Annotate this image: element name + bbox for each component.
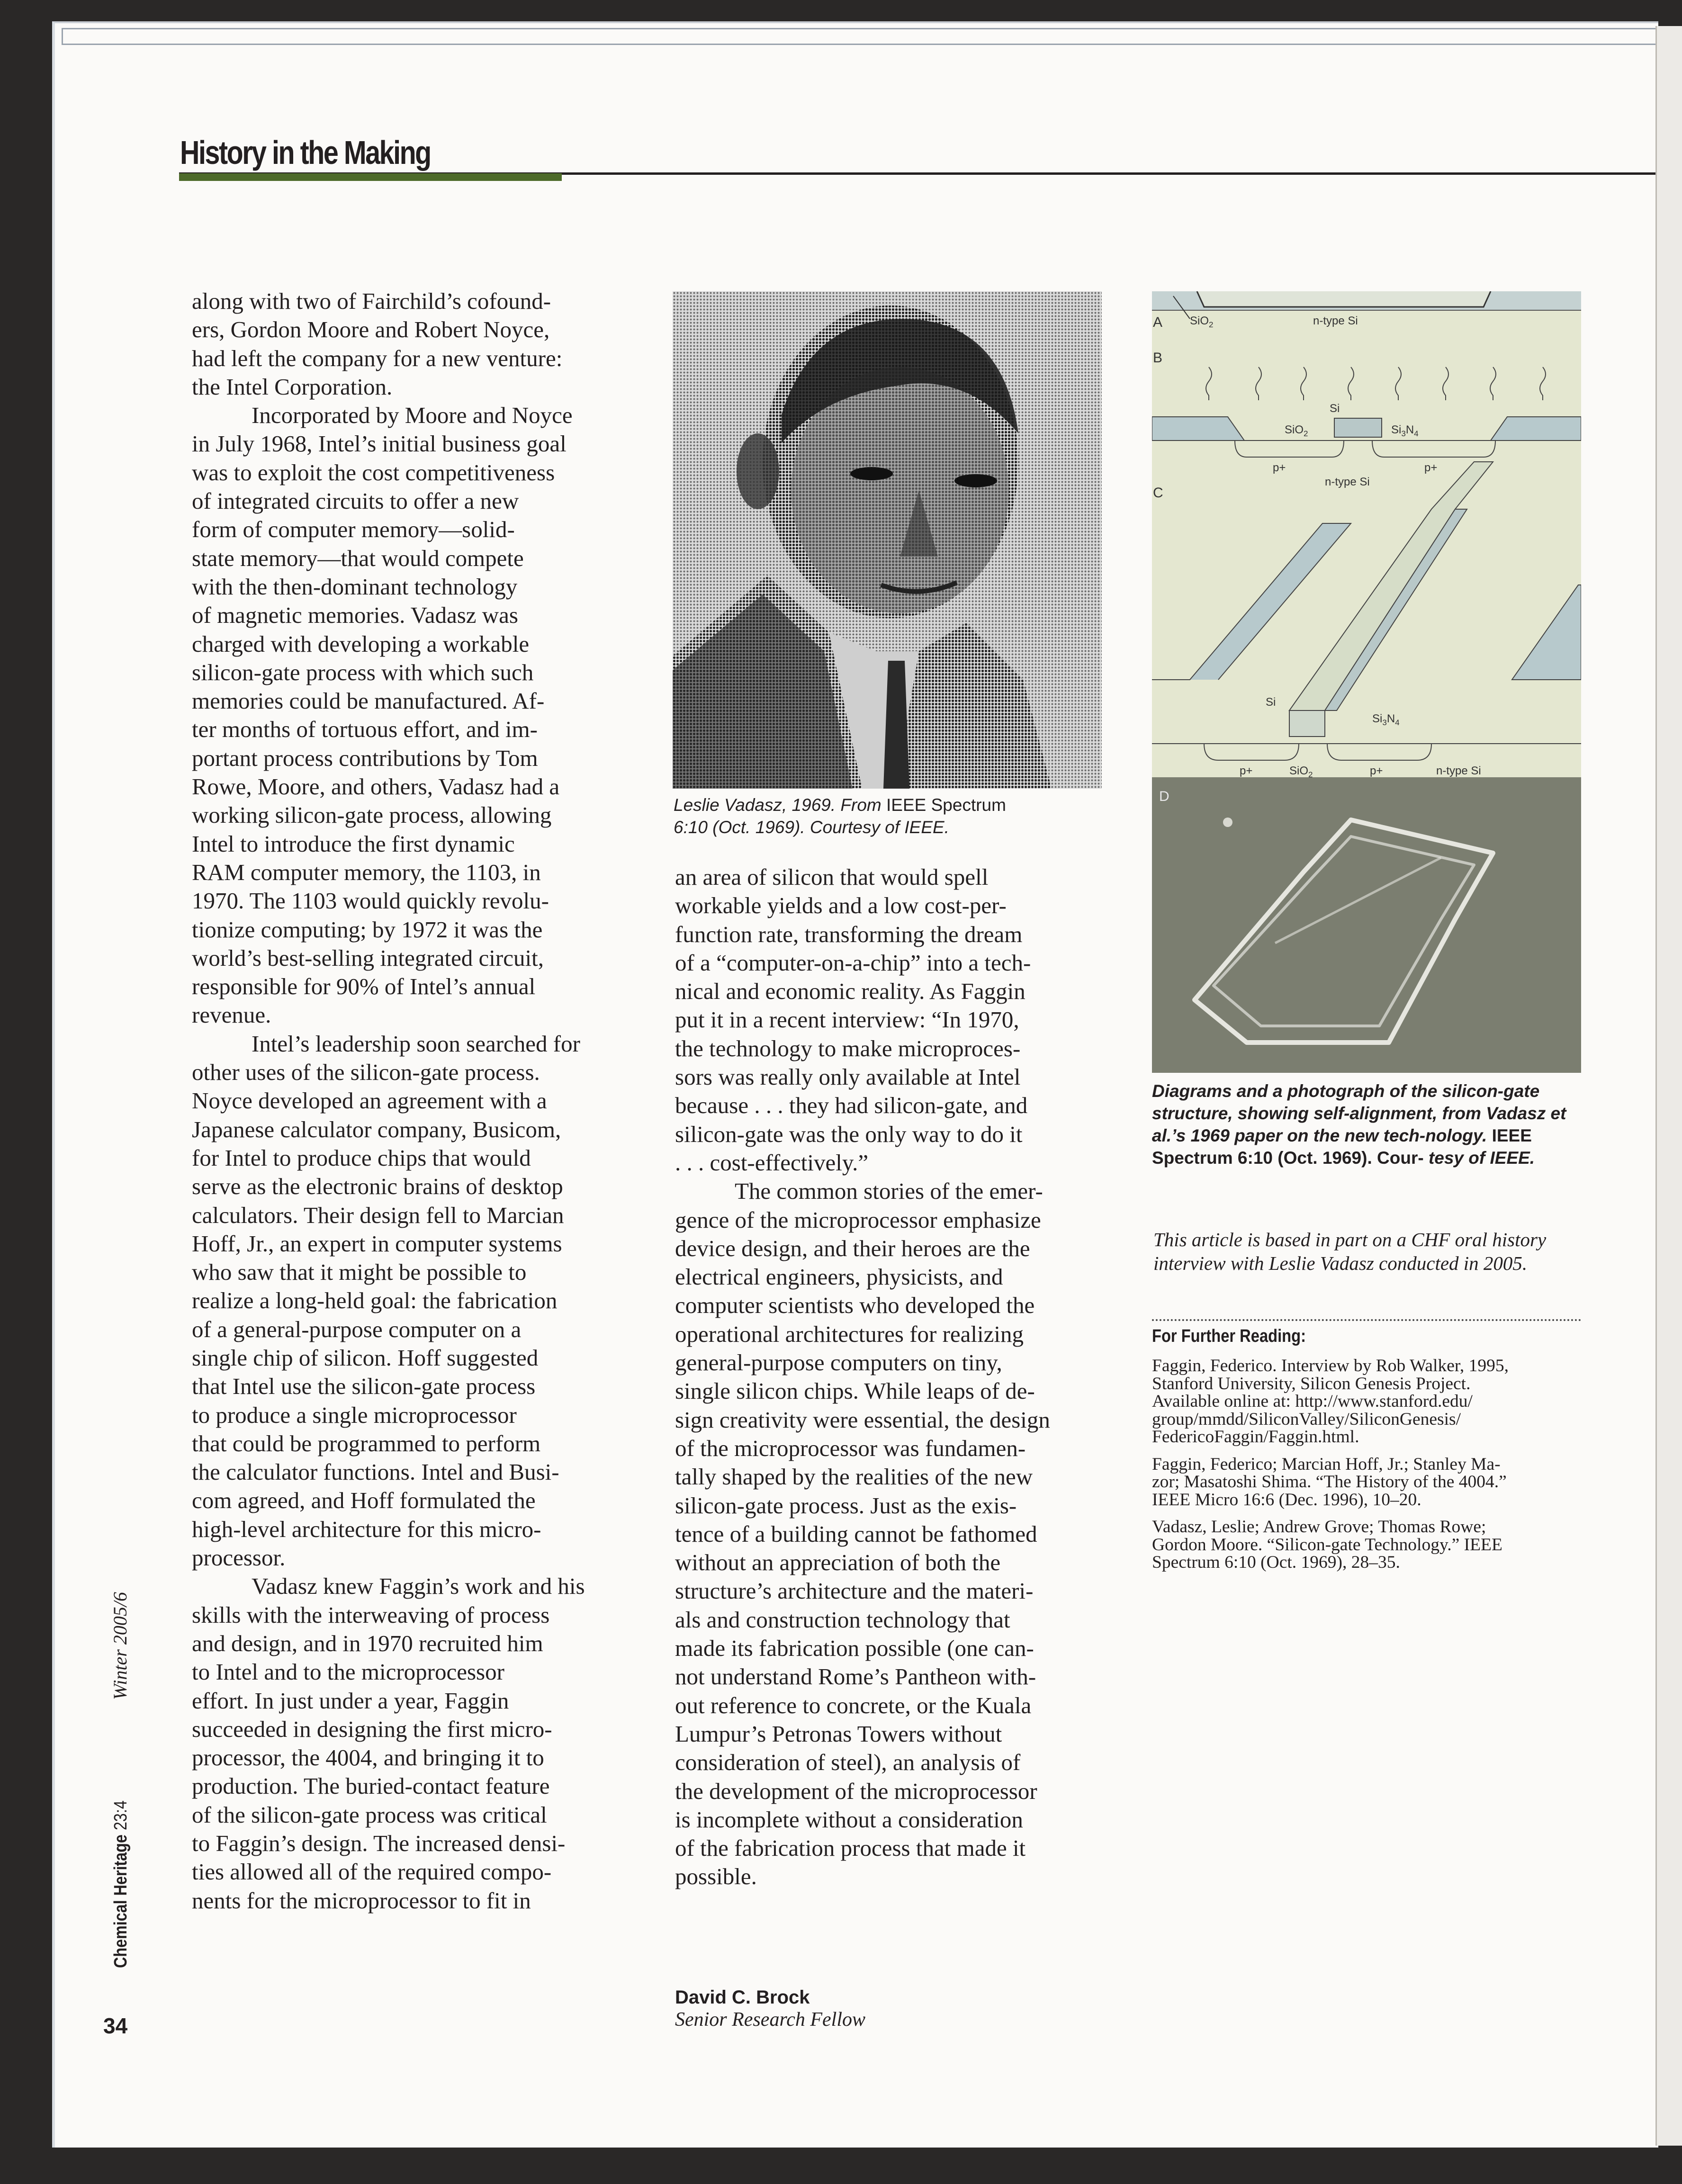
text-line: to produce a single microprocessor <box>192 1402 517 1428</box>
caption-source: IEEE Spectrum 6:10 (Oct. 1969). Cour- <box>1152 1126 1532 1168</box>
text-line: Lumpur’s Petronas Towers without <box>675 1720 1002 1747</box>
middle-column <box>675 863 1111 1891</box>
author-role: Senior Research Fellow <box>675 2009 866 2031</box>
text-line: put it in a recent interview: “In 1970, <box>675 1007 1019 1033</box>
svg-text:SiO2: SiO$_2$ <box>1285 423 1308 438</box>
svg-text:Si: Si <box>1330 402 1340 415</box>
header-accent-bar <box>179 173 562 181</box>
journal-footer <box>109 1592 131 1968</box>
journal-name <box>111 1800 131 1968</box>
text-line: working silicon-gate process, allowing <box>192 802 552 828</box>
text-line: device design, and their heroes are the <box>675 1235 1030 1261</box>
text-line: the Intel Corporation. <box>192 373 393 400</box>
text-line: effort. In just under a year, Faggin <box>192 1687 509 1714</box>
svg-text:p+: p+ <box>1273 461 1286 474</box>
svg-text:A: A <box>1153 315 1163 330</box>
text-line: because . . . they had silicon-gate, and <box>675 1092 1028 1119</box>
text-line: tionize computing; by 1972 it was the <box>192 916 543 943</box>
text-line: als and construction technology that <box>675 1606 1010 1633</box>
author-name: David C. Brock <box>675 1987 810 2008</box>
text-line: possible. <box>675 1863 757 1890</box>
reference-line: Stanford University, Silicon Genesis Project. <box>1152 1374 1471 1393</box>
journal-title: Chemical Heritage <box>111 1834 131 1968</box>
svg-text:p+: p+ <box>1424 461 1438 474</box>
text-line: of the silicon-gate process was critical <box>192 1801 547 1828</box>
text-line: and design, and in 1970 recruited him <box>192 1630 543 1656</box>
caption-text: tesy of IEEE. <box>1428 1148 1535 1168</box>
text-line: responsible for 90% of Intel’s annual <box>192 973 536 1000</box>
text-line: to Intel and to the microprocessor <box>192 1659 504 1685</box>
text-line: with the then-dominant technology <box>192 573 518 600</box>
text-line: processor, the 4004, and bringing it to <box>192 1744 544 1771</box>
text-line: along with two of Fairchild’s cofound- <box>192 288 551 314</box>
silicon-gate-diagram <box>1152 291 1581 777</box>
text-line: out reference to concrete, or the Kuala <box>675 1692 1032 1718</box>
reference-line: Spectrum 6:10 (Oct. 1969), 28–35. <box>1152 1553 1400 1572</box>
dotted-divider <box>1152 1319 1581 1321</box>
svg-text:SiO2: SiO$_2$ <box>1190 315 1214 329</box>
further-reading-title: For Further Reading: <box>1152 1326 1306 1346</box>
page-top-frame <box>62 28 1658 45</box>
micrograph-illustration-icon <box>1152 777 1581 1073</box>
text-line: workable yields and a low cost-per- <box>675 892 1007 919</box>
article-note: This article is based in part on a CHF oral history interview with Leslie Vadasz conducted in 2005. <box>1153 1229 1547 1274</box>
svg-text:p+: p+ <box>1240 764 1253 777</box>
text-line: nical and economic reality. As Faggin <box>675 978 1025 1005</box>
further-reading-list <box>1152 1357 1583 1581</box>
svg-text:n-type Si: n-type Si <box>1313 315 1358 327</box>
text-line: who saw that it might be possible to <box>192 1259 527 1285</box>
text-line: world’s best-selling integrated circuit, <box>192 944 544 971</box>
text-line: an area of silicon that would spell <box>675 864 989 890</box>
caption-source: IEEE Spectrum <box>886 795 1006 815</box>
text-line: sors was really only available at Intel <box>675 1064 1021 1090</box>
text-line: single chip of silicon. Hoff suggested <box>192 1344 539 1371</box>
paragraph <box>675 1177 1111 1891</box>
text-line: portant process contributions by Tom <box>192 745 538 771</box>
text-line: the calculator functions. Intel and Busi- <box>192 1459 559 1485</box>
text-line: realize a long-held goal: the fabrication <box>192 1287 558 1314</box>
paragraph <box>675 863 1111 1177</box>
text-line: 1970. The 1103 would quickly revolu- <box>192 888 549 914</box>
page-number: 34 <box>103 2013 128 2038</box>
text-line: other uses of the silicon-gate process. <box>192 1059 540 1086</box>
text-line: of the fabrication process that made it <box>675 1835 1026 1861</box>
text-line: ter months of tortuous effort, and im- <box>192 716 538 743</box>
text-line: Japanese calculator company, Busicom, <box>192 1116 561 1142</box>
text-line: gence of the microprocessor emphasize <box>675 1206 1041 1233</box>
text-line: RAM computer memory, the 1103, in <box>192 859 541 885</box>
text-line: structure’s architecture and the materi- <box>675 1578 1034 1604</box>
text-line: revenue. <box>192 1002 271 1028</box>
text-line: general-purpose computers on tiny, <box>675 1349 1002 1376</box>
diagram-caption <box>1152 1080 1583 1169</box>
reference-line: Gordon Moore. “Silicon-gate Technology.” IEEE <box>1152 1535 1502 1555</box>
reference-item <box>1152 1518 1583 1572</box>
text-line: of a “computer-on-a-chip” into a tech- <box>675 949 1031 976</box>
svg-text:C: C <box>1153 485 1163 501</box>
paragraph <box>192 1030 639 1573</box>
text-line: without an appreciation of both the <box>675 1549 1001 1576</box>
text-line: serve as the electronic brains of desktop <box>192 1173 563 1200</box>
text-line: Incorporated by Moore and Noyce <box>252 402 573 429</box>
text-line: was to exploit the cost competitiveness <box>192 459 555 485</box>
text-line: of integrated circuits to offer a new <box>192 488 519 514</box>
text-line: to Faggin’s design. The increased densi- <box>192 1830 566 1857</box>
journal-issue: 23:4 <box>111 1800 131 1831</box>
text-line: Noyce developed an agreement with a <box>192 1088 547 1114</box>
text-line: of magnetic memories. Vadasz was <box>192 602 518 629</box>
text-line: not understand Rome’s Pantheon with- <box>675 1663 1036 1690</box>
portrait-illustration-icon <box>673 291 1102 789</box>
text-line: ties allowed all of the required compo- <box>192 1859 552 1885</box>
reference-item <box>1152 1456 1583 1509</box>
text-line: calculators. Their design fell to Marcian <box>192 1202 564 1228</box>
text-line: computer scientists who developed the <box>675 1292 1035 1319</box>
text-line: silicon-gate process. Just as the exis- <box>675 1492 1017 1519</box>
reference-link[interactable]: Available online at: http://www.stanford.edu/ <box>1152 1392 1473 1411</box>
text-line: charged with developing a workable <box>192 630 530 657</box>
text-line: the development of the microprocessor <box>675 1778 1037 1804</box>
text-line: consideration of steel), an analysis of <box>675 1749 1021 1776</box>
reference-link[interactable]: FedericoFaggin/Faggin.html. <box>1152 1427 1359 1447</box>
text-line: that Intel use the silicon-gate process <box>192 1373 536 1400</box>
text-line: made its fabrication possible (one can- <box>675 1635 1034 1662</box>
caption-text: 6:10 (Oct. 1969). Courtesy of IEEE. <box>674 818 949 837</box>
text-line: that could be programmed to perform <box>192 1430 541 1456</box>
paragraph <box>192 1572 639 1915</box>
text-line: for Intel to produce chips that would <box>192 1144 531 1171</box>
text-line: skills with the interweaving of process <box>192 1601 550 1628</box>
text-line: silicon-gate process with which such <box>192 659 534 685</box>
svg-text:p+: p+ <box>1370 764 1383 777</box>
next-page-edge <box>1655 26 1682 2146</box>
text-line: Hoff, Jr., an expert in computer systems <box>192 1230 562 1257</box>
svg-text:D: D <box>1159 789 1169 804</box>
text-line: function rate, transforming the dream <box>675 921 1023 947</box>
reference-item <box>1152 1357 1583 1446</box>
svg-text:n-type Si: n-type Si <box>1436 764 1481 777</box>
svg-text:B: B <box>1153 350 1163 366</box>
caption-text: Diagrams and a photograph of the silicon-gate structure, showing self-alignment, from Vadasz et al.’s 1969 paper on the new tech-nology. <box>1152 1081 1566 1145</box>
text-line: The common stories of the emer- <box>735 1178 1043 1204</box>
svg-text:Si: Si <box>1266 696 1276 709</box>
text-line: tally shaped by the realities of the new <box>675 1464 1033 1490</box>
text-line: Intel’s leadership soon searched for <box>252 1030 580 1057</box>
portrait-photo <box>673 291 1102 789</box>
reference-line: Vadasz, Leslie; Andrew Grove; Thomas Rowe; <box>1152 1517 1486 1537</box>
svg-text:SiO2: SiO$_2$ <box>1289 764 1313 777</box>
text-line: nents for the microprocessor to fit in <box>192 1887 531 1914</box>
svg-text:Si3N4: $Si_3N_4$ <box>1391 423 1419 438</box>
text-line: production. The buried-contact feature <box>192 1773 550 1799</box>
paragraph <box>192 401 639 1030</box>
text-line: in July 1968, Intel’s initial business goal <box>192 431 567 457</box>
text-line: silicon-gate was the only way to do it <box>675 1121 1023 1147</box>
text-line: succeeded in designing the first micro- <box>192 1716 552 1742</box>
diagram-illustration-icon <box>1152 291 1581 777</box>
text-line: sign creativity were essential, the design <box>675 1406 1050 1433</box>
text-line: processor. <box>192 1545 286 1571</box>
left-column <box>192 287 639 1915</box>
reference-link[interactable]: group/mmdd/SiliconValley/SiliconGenesis/ <box>1152 1409 1461 1429</box>
text-line: Vadasz knew Faggin’s work and his <box>252 1573 585 1600</box>
text-line: com agreed, and Hoff formulated the <box>192 1487 536 1514</box>
text-line: electrical engineers, physicists, and <box>675 1264 1003 1290</box>
svg-text:Si3N4: $Si_3N_4$ <box>1372 712 1400 727</box>
text-line: state memory—that would compete <box>192 545 524 571</box>
text-line: single silicon chips. While leaps of de- <box>675 1378 1035 1404</box>
reference-line: zor; Masatoshi Shima. “The History of the 4004.” <box>1152 1472 1507 1492</box>
text-line: Rowe, Moore, and others, Vadasz had a <box>192 773 560 800</box>
text-line: . . . cost-effectively.” <box>675 1149 869 1176</box>
text-line: is incomplete without a consideration <box>675 1806 1023 1833</box>
journal-season: Winter 2005/6 <box>109 1592 131 1700</box>
text-line: the technology to make microproces- <box>675 1035 1021 1061</box>
section-title: History in the Making <box>180 134 431 171</box>
text-line: memories could be manufactured. Af- <box>192 688 545 714</box>
svg-text:n-type Si: n-type Si <box>1325 476 1370 488</box>
text-line: of the microprocessor was fundamen- <box>675 1435 1026 1461</box>
reference-line: Faggin, Federico. Interview by Rob Walker, 1995, <box>1152 1356 1509 1375</box>
text-line: operational architectures for realizing <box>675 1321 1024 1347</box>
reference-line: Faggin, Federico; Marcian Hoff, Jr.; Stanley Ma- <box>1152 1454 1501 1474</box>
text-line: Intel to introduce the first dynamic <box>192 830 515 857</box>
reference-line: IEEE Micro 16:6 (Dec. 1996), 10–20. <box>1152 1490 1421 1510</box>
text-line: had left the company for a new venture: <box>192 345 563 371</box>
text-line: form of computer memory—solid- <box>192 516 515 543</box>
text-line: of a general-purpose computer on a <box>192 1316 522 1342</box>
text-line: tence of a building cannot be fathomed <box>675 1520 1037 1547</box>
paragraph <box>192 287 639 401</box>
caption-text: Leslie Vadasz, 1969. From <box>674 795 887 815</box>
micrograph-photo <box>1152 777 1581 1073</box>
text-line: ers, Gordon Moore and Robert Noyce, <box>192 316 550 343</box>
portrait-caption <box>674 794 1109 838</box>
text-line: high-level architecture for this micro- <box>192 1516 541 1542</box>
